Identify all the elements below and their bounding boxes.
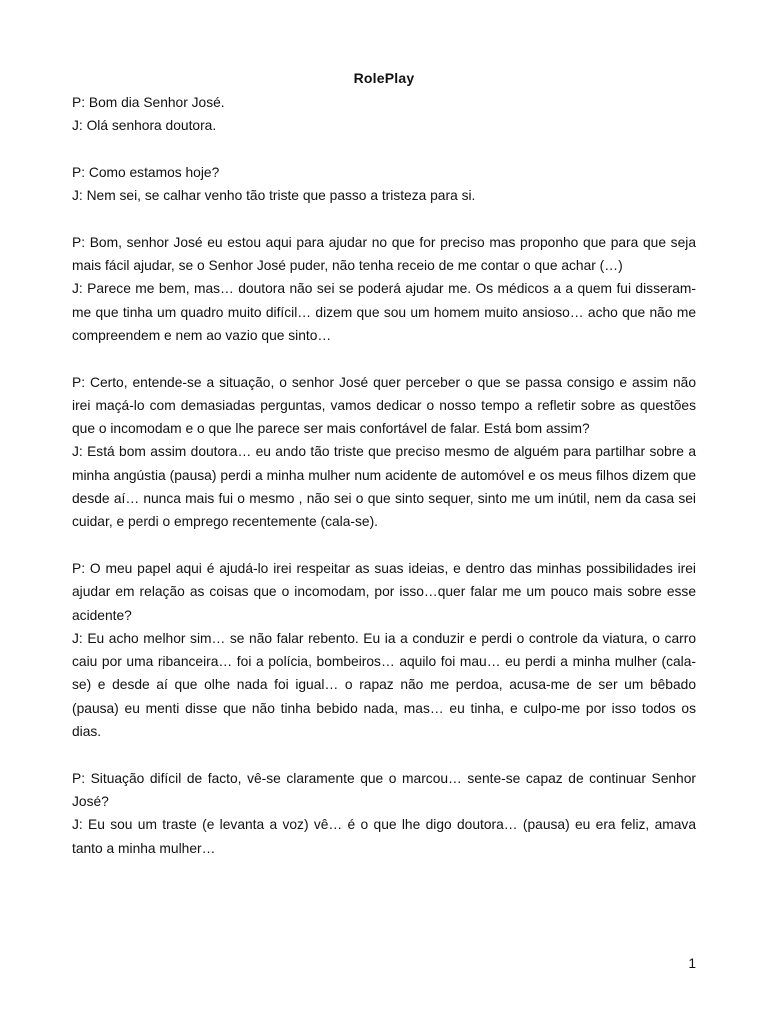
dialogue-line: J: Está bom assim doutora… eu ando tão triste que preciso mesmo de alguém para partilhar sobre a minha angústia (pausa) perdi a minha mulher num acidente de automóvel e os meus filhos dizem que desde aí… nunca mais fui o mesmo , não sei o que sinto sequer, sinto me um inútil, nem da casa sei cuidar, e perdi o emprego recentemente (cala-se). xyxy=(72,444,696,530)
dialogue-line: J: Eu acho melhor sim… se não falar rebento. Eu ia a conduzir e perdi o controle da viatura, o carro caiu por uma ribanceira… foi a polícia, bombeiros… aquilo foi mau… eu perdi a minha mulher (cala-se) e desde aí que olhe nada foi igual… o rapaz não me perdoa, acusa-me de ser um bêbado (pausa) eu menti disse que não tinha bebido nada, mas… eu tinha, e culpo-me por isso todos os dias. xyxy=(72,630,696,740)
dialogue-line: P: O meu papel aqui é ajudá-lo irei respeitar as suas ideias, e dentro das minhas possibilidades irei ajudar em relação as coisas que o incomodam, por isso…quer falar me um pouco mais sobre esse acidente? xyxy=(72,560,696,623)
document-title: RolePlay xyxy=(353,70,415,86)
dialogue-line: P: Situação difícil de facto, vê-se claramente que o marcou… sente-se capaz de continuar Senhor José? xyxy=(72,770,696,809)
dialogue-line: P: Bom dia Senhor José. xyxy=(72,95,225,110)
dialogue-line: J: Parece me bem, mas… doutora não sei se poderá ajudar me. Os médicos a a quem fui disseram-me que tinha um quadro muito difícil… dizem que sou um homem muito ansioso… acho que não me compreendem e nem ao vazio que sinto… xyxy=(72,281,696,343)
dialogue-line: J: Eu sou um traste (e levanta a voz) vê… é o que lhe digo doutora… (pausa) eu era feliz, amava tanto a minha mulher… xyxy=(72,817,696,856)
dialogue-line: J: Olá senhora doutora. xyxy=(72,118,217,134)
dialogue-line: P: Certo, entende-se a situação, o senhor José quer perceber o que se passa consigo e assim não irei maçá-lo com demasiadas perguntas, vamos dedicar o nosso tempo a refletir sobre as questões que o incomodam e o que lhe parece ser mais confortável de falar. Está bom assim? xyxy=(72,374,696,437)
dialogue-line: P: Bom, senhor José eu estou aqui para ajudar no que for preciso mas proponho que para que seja mais fácil ajudar, se o Senhor José puder, não tenha receio de me contar o que achar (…) xyxy=(72,234,696,274)
page-number: 1 xyxy=(688,956,696,971)
dialogue-line: P: Como estamos hoje? xyxy=(72,164,220,180)
dialogue-line: J: Nem sei, se calhar venho tão triste que passo a tristeza para si. xyxy=(72,188,476,204)
dialogue-body xyxy=(72,91,696,860)
